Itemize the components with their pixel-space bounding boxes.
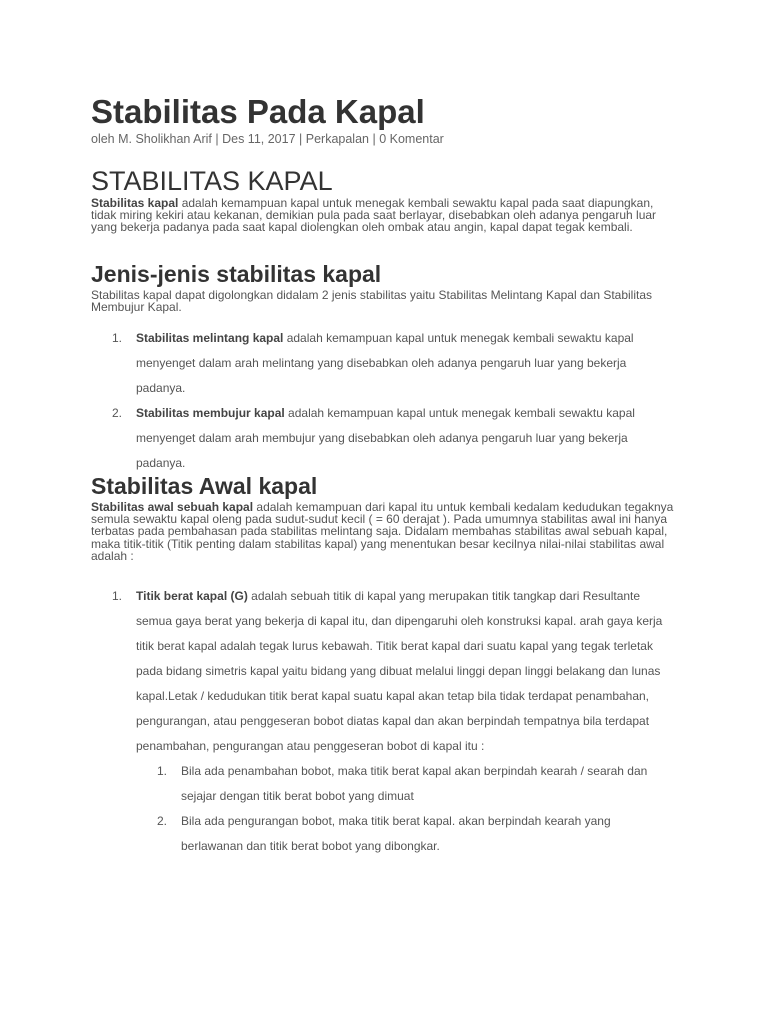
meta-separator: | — [369, 132, 380, 146]
jenis-paragraph: Stabilitas kapal dapat digolongkan didalam 2 jenis stabilitas yaitu Stabilitas Melintang Kapal dan Stabilitas Membujur Kapal. — [91, 288, 653, 315]
jenis-list — [91, 326, 671, 476]
meta-separator: | — [295, 132, 306, 146]
section-heading-jenis: Jenis-jenis stabilitas kapal — [91, 261, 382, 287]
sub-list-number: 2. — [157, 814, 168, 828]
section-heading-stabilitas-kapal: STABILITAS KAPAL — [91, 166, 333, 196]
page-title: Stabilitas Pada Kapal — [91, 93, 425, 130]
intro-bold-term: Stabilitas kapal — [91, 196, 179, 210]
paragraph-text: adalah kemampuan dari kapal itu untuk kembali kedalam kedudukan tegaknya semula sewaktu kapal oleng pada sudut-sudut kecil ( = 60 derajat ). Pada umumnya stabilitas awal ini hanya terbatas pada pembahasan pada stabilitas melintang saja. Didalam membahas stabilitas awal sebuah kapal, maka titik-titik (Titik penting dalam stabilitas kapal) yang menentukan besar kecilnya nilai-nilai stabilitas awal adalah : — [91, 500, 674, 563]
sub-list-item — [136, 759, 671, 809]
sub-list — [136, 759, 671, 859]
list-number: 2. — [112, 406, 123, 420]
stabilitas-awal-paragraph — [91, 501, 681, 562]
list-item-term: Stabilitas melintang kapal — [136, 331, 284, 345]
date-link[interactable]: Des 11, 2017 — [222, 132, 296, 146]
comments-link[interactable]: 0 Komentar — [379, 132, 444, 146]
list-item-text: adalah kemampuan kapal untuk menegak kembali sewaktu kapal menyenget dalam arah membujur yang disebabkan oleh adanya pengaruh luar yang bekerja padanya. — [136, 406, 635, 470]
sub-list-item-text: Bila ada pengurangan bobot, maka titik berat kapal. akan berpindah kearah yang berlawanan dan titik berat bobot yang dibongkar. — [181, 814, 611, 853]
list-item — [91, 326, 671, 401]
list-item — [91, 584, 671, 859]
post-meta — [91, 132, 444, 146]
meta-separator: | — [211, 132, 223, 146]
sub-list-item-text: Bila ada penambahan bobot, maka titik berat kapal akan berpindah kearah / searah dan sejajar dengan titik berat bobot yang dimuat — [181, 764, 648, 803]
intro-paragraph — [91, 197, 681, 234]
list-item-text: adalah sebuah titik di kapal yang merupakan titik tangkap dari Resultante semua gaya berat yang bekerja di kapal itu, dan dipengaruhi oleh konstruksi kapal. arah gaya kerja titik berat kapal adalah tegak lurus kebawah. Titik berat kapal dari suatu kapal yang tegak terletak pada bidang simetris kapal yaitu bidang yang dibuat melalui linggi depan linggi belakang dan lunas kapal.Letak / kedudukan titik berat kapal suatu kapal akan tetap bila tidak terdapat penambahan, pengurangan, atau penggeseran bobot diatas kapal dan akan berpindah tempatnya bila terdapat penambahan, pengurangan atau penggeseran bobot di kapal itu : — [136, 589, 663, 753]
intro-text: adalah kemampuan kapal untuk menegak kembali sewaktu kapal pada saat diapungkan, tidak miring kekiri atau kekanan, demikian pula pada saat berlayar, disebabkan oleh adanya pengaruh luar yang bekerja padanya pada saat kapal diolengkan oleh ombak atau angin, kapal dapat tegak kembali. — [91, 196, 657, 235]
sub-list-item — [136, 809, 671, 859]
paragraph-bold-term: Stabilitas awal sebuah kapal — [91, 500, 254, 514]
list-item-text: adalah kemampuan kapal untuk menegak kembali sewaktu kapal menyenget dalam arah melintang yang disebabkan oleh adanya pengaruh luar yang bekerja padanya. — [136, 331, 634, 395]
list-number: 1. — [112, 331, 123, 345]
list-item-term: Titik berat kapal (G) — [136, 589, 248, 603]
list-item — [91, 401, 671, 476]
titik-list — [91, 584, 671, 859]
list-number: 1. — [112, 589, 123, 603]
category-link[interactable]: Perkapalan — [305, 132, 369, 146]
section-heading-stabilitas-awal: Stabilitas Awal kapal — [91, 473, 318, 499]
list-item-term: Stabilitas membujur kapal — [136, 406, 285, 420]
sub-list-number: 1. — [157, 764, 168, 778]
author-link[interactable]: oleh M. Sholikhan Arif — [91, 132, 212, 146]
